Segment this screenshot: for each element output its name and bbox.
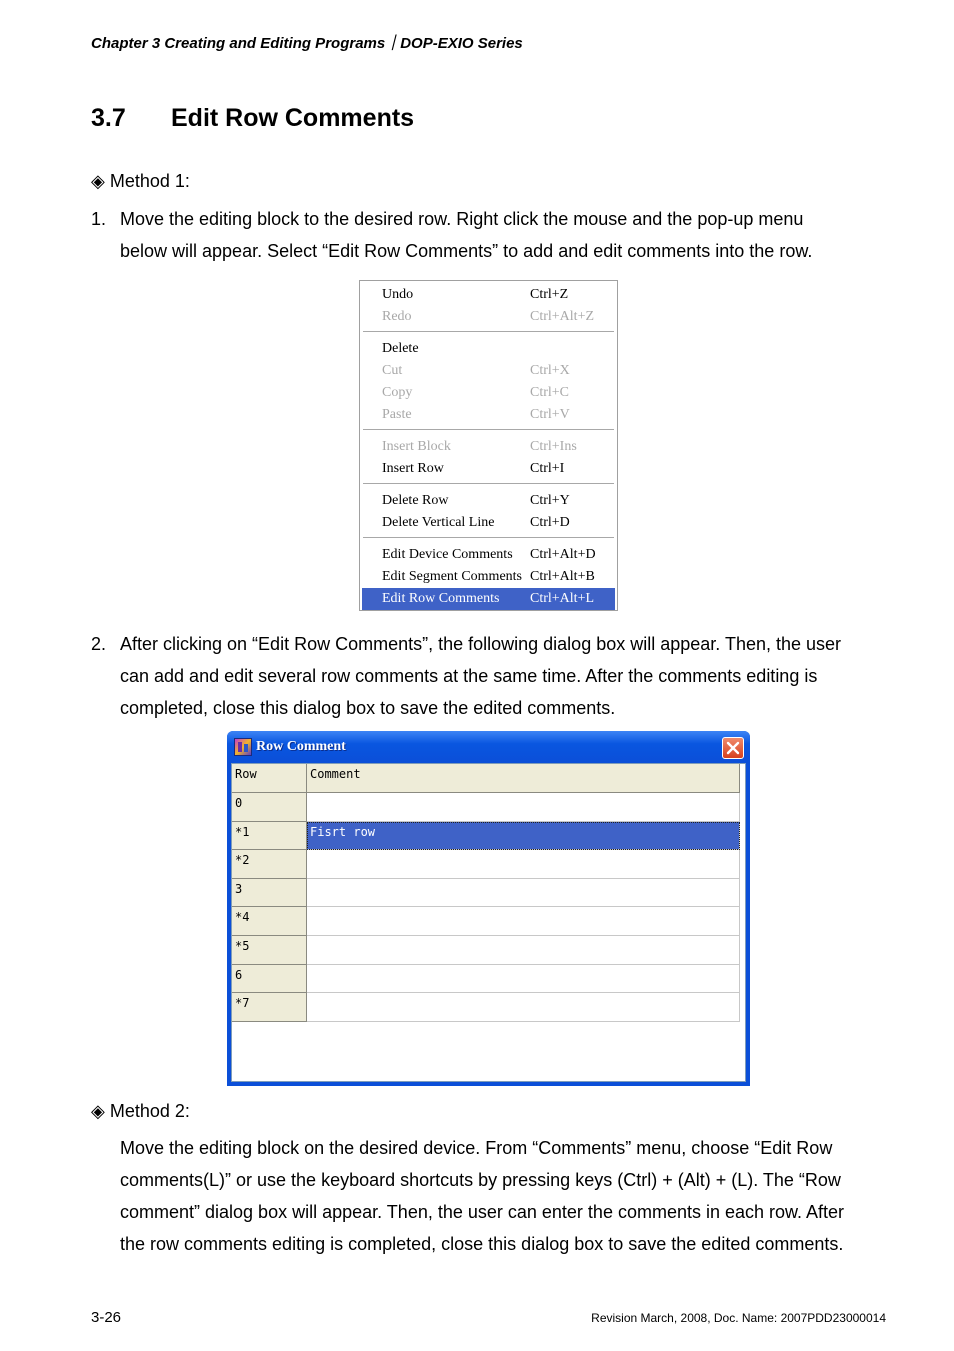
row-number-cell[interactable]: *1 <box>232 822 307 850</box>
menu-item-undo[interactable] <box>362 284 615 306</box>
menu-item-redo[interactable] <box>362 306 615 328</box>
comment-cell[interactable] <box>307 850 740 879</box>
menu-item-label: Delete <box>382 341 419 356</box>
menu-item-edit-row-comments[interactable] <box>362 588 615 610</box>
menu-item-label: Delete Vertical Line <box>382 515 495 530</box>
menu-item-shortcut: Ctrl+X <box>530 363 570 378</box>
menu-item-shortcut: Ctrl+C <box>530 385 570 400</box>
step-1-number: 1. <box>91 209 107 229</box>
row-comment-dialog <box>227 731 750 1086</box>
menu-item-shortcut: Ctrl+Ins <box>530 439 577 454</box>
comment-cell[interactable] <box>307 936 740 965</box>
method-2-line-1: Move the editing block on the desired device. From “Comments” menu, choose “Edit Row <box>120 1138 833 1158</box>
menu-item-edit-device-comments[interactable] <box>362 544 615 566</box>
menu-item-shortcut: Ctrl+Z <box>530 287 569 302</box>
step-2-number: 2. <box>91 634 107 654</box>
menu-item-label: Undo <box>382 287 414 302</box>
section-title-text: Edit Row Comments <box>171 104 415 132</box>
menu-item-label: Insert Row <box>382 461 444 476</box>
menu-item-label: Paste <box>382 407 412 422</box>
method-2-line-3: comment” dialog box will appear. Then, the user can enter the comments in each row. After <box>120 1202 845 1222</box>
menu-item-label: Edit Device Comments <box>382 547 513 562</box>
close-button[interactable] <box>722 737 744 759</box>
row-number-cell[interactable]: *2 <box>232 850 307 879</box>
revision-note: Revision March, 2008, Doc. Name: 2007PDD23000014 <box>591 1311 886 1325</box>
menu-item-insert-row[interactable] <box>362 458 615 480</box>
close-icon <box>726 741 740 755</box>
menu-item-copy[interactable] <box>362 382 615 404</box>
menu-item-delete-row[interactable] <box>362 490 615 512</box>
menu-item-shortcut: Ctrl+Y <box>530 493 570 508</box>
comment-cell[interactable] <box>307 965 740 993</box>
step-2-line-1: After clicking on “Edit Row Comments”, the following dialog box will appear. Then, the user <box>120 634 842 654</box>
step-1-paragraph <box>91 203 813 267</box>
menu-item-delete[interactable] <box>362 338 615 360</box>
method-1-label: ◈ Method 1: <box>91 171 190 191</box>
menu-separator <box>363 429 614 431</box>
row-number-cell[interactable]: 0 <box>232 793 307 822</box>
menu-item-shortcut: Ctrl+I <box>530 461 565 476</box>
menu-item-delete-vertical-line[interactable] <box>362 512 615 534</box>
menu-item-edit-segment-comments[interactable] <box>362 566 615 588</box>
comment-cell[interactable] <box>307 879 740 907</box>
menu-separator <box>363 483 614 485</box>
menu-item-insert-block[interactable] <box>362 436 615 458</box>
menu-item-shortcut: Ctrl+Alt+L <box>530 591 595 606</box>
dialog-titlebar[interactable] <box>227 731 750 763</box>
comment-cell[interactable] <box>307 993 740 1022</box>
dialog-title: Row Comment <box>256 739 346 754</box>
section-number: 3.7 <box>91 104 126 132</box>
page-number: 3-26 <box>91 1309 122 1326</box>
row-number-cell[interactable]: *5 <box>232 936 307 965</box>
step-2-line-2: can add and edit several row comments at the same time. After the comments editing is <box>120 666 818 686</box>
step-1-line-2: below will appear. Select “Edit Row Comments” to add and edit comments into the row. <box>120 241 813 261</box>
comment-cell[interactable] <box>307 793 740 822</box>
dialog-client-area <box>231 763 746 1082</box>
context-menu <box>359 280 618 611</box>
method-2-line-2: comments(L)” or use the keyboard shortcuts by pressing keys (Ctrl) + (Alt) + (L). The “Row <box>120 1170 841 1190</box>
menu-item-label: Delete Row <box>382 493 449 508</box>
app-icon <box>234 738 252 756</box>
menu-separator <box>363 537 614 539</box>
menu-item-cut[interactable] <box>362 360 615 382</box>
row-number-cell[interactable]: 6 <box>232 965 307 993</box>
step-1-line-1: Move the editing block to the desired row. Right click the mouse and the pop-up menu <box>120 209 804 229</box>
comment-cell[interactable] <box>307 907 740 936</box>
menu-item-label: Redo <box>382 309 412 324</box>
method-2-label: ◈ Method 2: <box>91 1101 190 1121</box>
menu-item-label: Copy <box>382 385 413 400</box>
row-number-cell[interactable]: 3 <box>232 879 307 907</box>
menu-item-shortcut: Ctrl+D <box>530 515 570 530</box>
menu-item-shortcut: Ctrl+V <box>530 407 570 422</box>
row-number-cell[interactable]: *4 <box>232 907 307 936</box>
menu-separator <box>363 331 614 333</box>
menu-item-shortcut: Ctrl+Alt+B <box>530 569 595 584</box>
method-2-paragraph <box>120 1132 844 1260</box>
step-2-line-3: completed, close this dialog box to save the edited comments. <box>120 698 616 718</box>
menu-item-paste[interactable] <box>362 404 615 426</box>
menu-item-label: Cut <box>382 363 403 378</box>
step-2-paragraph <box>91 628 842 724</box>
comment-cell[interactable]: Fisrt row <box>307 822 740 850</box>
menu-item-shortcut: Ctrl+Alt+Z <box>530 309 595 324</box>
menu-item-shortcut: Ctrl+Alt+D <box>530 547 596 562</box>
running-header: Chapter 3 Creating and Editing Programs｜DOP-EXIO Series <box>91 35 523 52</box>
menu-item-label: Edit Segment Comments <box>382 569 522 584</box>
method-2-line-4: the row comments editing is completed, close this dialog box to save the edited comments. <box>120 1234 844 1254</box>
menu-item-label: Edit Row Comments <box>382 591 500 606</box>
column-header-comment[interactable]: Comment <box>307 764 740 793</box>
row-number-cell[interactable]: *7 <box>232 993 307 1022</box>
column-header-row[interactable]: Row <box>232 764 307 793</box>
section-heading <box>91 104 414 133</box>
menu-item-label: Insert Block <box>382 439 451 454</box>
